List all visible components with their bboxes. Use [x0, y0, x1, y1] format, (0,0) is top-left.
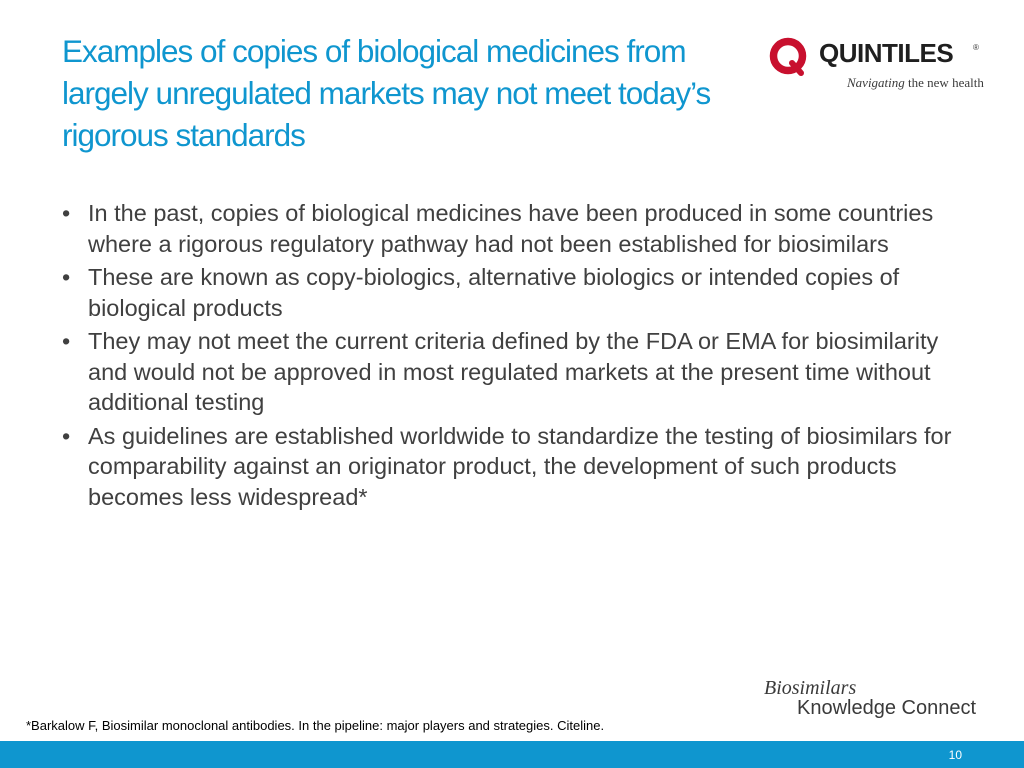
bullet-text: In the past, copies of biological medicines have been produced in some countries where a rigorous regulatory pathway had not been established for biosimilars — [88, 200, 934, 257]
bullet-icon: • — [62, 328, 71, 354]
logo-tagline-rest: the new health — [904, 75, 984, 90]
slide-number: 10 — [948, 748, 962, 762]
quintiles-ring-icon — [768, 36, 808, 76]
logo-tagline-emphasis: Navigating — [847, 75, 905, 90]
bullet-icon: • — [62, 422, 71, 449]
logo-wordmark: QUINTILES — [819, 38, 954, 68]
bullet-text: They may not meet the current criteria defined by the FDA or EMA for biosimilarity and would not be approved in most regulated markets at the present time without additional testing — [88, 328, 939, 415]
logo-tagline — [847, 75, 984, 91]
bullet-icon: • — [62, 200, 71, 226]
quintiles-logo — [768, 36, 1008, 96]
bullet-item — [62, 326, 952, 418]
logo-registered-mark: ® — [973, 43, 979, 52]
bullet-item — [62, 262, 952, 323]
bullet-text: As guidelines are established worldwide to standardize the testing of biosimilars for comparability against an originator product, the development of such products becomes less widespread* — [88, 422, 952, 510]
slide-title: Examples of copies of biological medicines from largely unregulated markets may not meet today’s rigorous standards — [62, 33, 711, 153]
bullet-item — [62, 198, 952, 259]
brand-line-biosimilars: Biosimilars — [764, 677, 857, 699]
biosimilars-knowledge-connect-brand — [764, 677, 1004, 725]
brand-line-knowledge-connect: Knowledge Connect — [797, 697, 977, 719]
bullet-item — [62, 421, 952, 513]
bullet-list — [62, 198, 952, 515]
footnote: *Barkalow F, Biosimilar monoclonal antibodies. In the pipeline: major players and strategies. Citeline. — [26, 718, 605, 733]
footer-bar — [0, 741, 1024, 768]
bullet-text: These are known as copy-biologics, alternative biologics or intended copies of biological products — [88, 264, 900, 321]
bullet-icon: • — [62, 264, 71, 290]
